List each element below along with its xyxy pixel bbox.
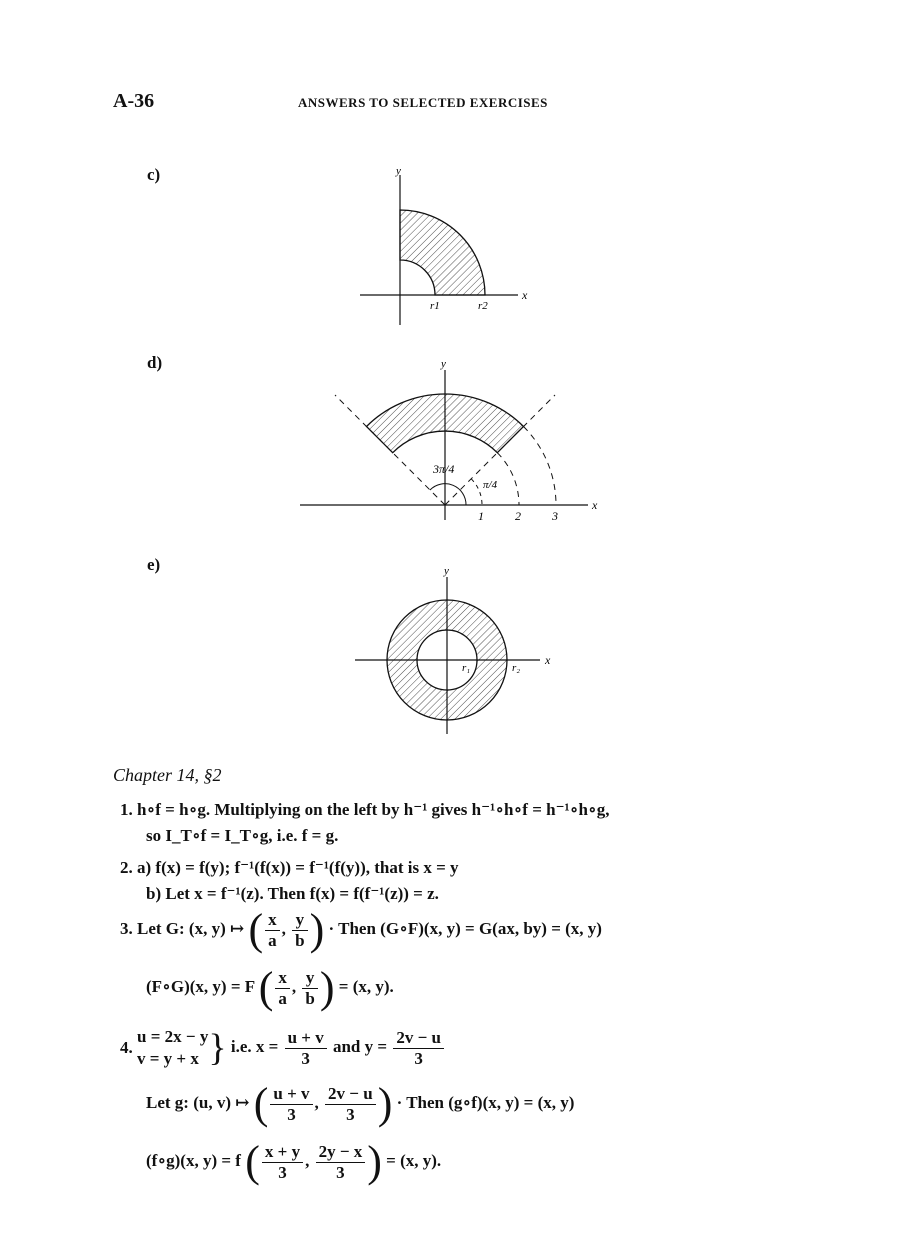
figure-e-label: e) [147,555,161,574]
answer-text: b) Let x = f⁻¹(z). Then f(x) = f(f⁻¹(z)) = z. [146,884,439,903]
answer-number: 2. [120,858,133,877]
answer-3-cont: (F∘G)(x, y) = F ( $\frac{x}{a}$ , $\frac{y}{b}$ ) = (x, y). [146,963,394,1012]
figure-c-label: c) [147,165,161,184]
frac-den: b [305,988,315,1008]
tick-2: 2 [515,509,521,523]
y-axis-label: y [396,165,401,177]
answer-4-let: Let g: (u, v) ↦ ( $\frac{u + v}{3}$ , $\frac{2v - u}{3}$ ) · Then (g∘f)(x, y) = (x, y) [146,1079,575,1128]
figure-e [350,562,570,737]
answer-text: (f∘g)(x, y) = f [146,1150,241,1170]
frac-num: 2v − u [393,1028,444,1049]
running-header: ANSWERS TO SELECTED EXERCISES [298,95,548,110]
x-axis-label: x [592,498,598,512]
quarter-annulus [400,210,485,295]
arc-r2 [497,453,519,505]
tick-1: 1 [478,509,484,523]
frac-num: u + v [285,1028,327,1049]
answer-4-fog: (f∘g)(x, y) = f ( $\frac{x + y}{3}$ , $\frac{2y - x}{3}$ ) = (x, y). [146,1137,442,1186]
frac-num: u + v [270,1084,312,1105]
answer-text: i.e. x = [230,1036,279,1056]
answer-text: = (x, y). [386,1150,442,1170]
answer-number: 1. [120,800,133,819]
r2-label: r₂ [512,662,521,674]
frac-den: 3 [336,1162,345,1182]
answer-2-cont [146,884,439,904]
figure-d-label: d) [147,353,163,372]
frac-num: x [265,910,280,931]
answer-number: 4. [120,1038,133,1057]
tick-3: 3 [552,509,558,523]
frac-den: b [295,930,305,950]
frac-den: a [278,988,287,1008]
equation-system [137,1026,208,1070]
angle-pi4-label: π/4 [483,479,498,491]
x-axis-label: x [522,288,528,302]
arc-r1 [471,479,482,505]
answer-text: Let g: (u, v) ↦ [146,1092,250,1112]
frac-num: y [302,968,317,989]
angle-3pi4-label: 3π/4 [433,462,455,476]
y-axis-label: y [444,565,449,577]
page-number: A-36 [113,90,155,112]
answer-text: (F∘G)(x, y) = F [146,976,255,996]
r2-label: r2 [478,300,488,312]
answer-text: h∘f = h∘g. Multiplying on the left by h⁻¹ gives h⁻¹∘h∘f = h⁻¹∘h∘g, [137,800,610,819]
answer-4: 4. u = 2x − y v = y + x } i.e. x = $\frac{u + v}{3}$ and y = $\frac{2v - u}{3}$ [120,1026,446,1070]
equation: v = y + x [137,1049,199,1068]
y-axis-label: y [441,358,446,370]
answer-number: 3. [120,918,133,938]
answer-text: so I_T∘f = I_T∘g, i.e. f = g. [146,826,339,845]
figure-d [295,355,615,525]
frac-den: 3 [287,1104,296,1124]
frac-num: x [275,968,290,989]
figure-c [350,160,550,330]
frac-num: 2y − x [316,1142,366,1163]
chapter-heading: Chapter 14, §2 [113,765,222,785]
frac-num: 2v − u [325,1084,376,1105]
r1-label: r1 [430,300,440,312]
answer-text: and y = [332,1036,388,1056]
frac-den: 3 [414,1048,423,1068]
answer-3: 3. Let G: (x, y) ↦ ( $\frac{x}{a}$ , $\frac{y}{b}$ ) · Then (G∘F)(x, y) = G(ax, by) = (x, y) [120,905,602,954]
answer-text: · Then (G∘F)(x, y) = G(ax, by) = (x, y) [328,918,602,938]
answer-text: = (x, y). [338,976,394,996]
answer-1 [120,800,610,820]
arc-r3 [524,427,557,506]
frac-den: 3 [278,1162,287,1182]
frac-num: x + y [262,1142,303,1163]
answer-text: a) f(x) = f(y); f⁻¹(f(x)) = f⁻¹(f(y)), that is x = y [137,858,459,877]
answer-2 [120,858,459,878]
answer-text: Let G: (x, y) ↦ [137,918,245,938]
x-axis-label: x [545,653,551,667]
r1-label: r₁ [462,662,471,674]
equation: u = 2x − y [137,1027,209,1046]
answer-1-cont [146,826,338,846]
answer-text: · Then (g∘f)(x, y) = (x, y) [396,1092,575,1112]
frac-den: a [268,930,277,950]
frac-den: 3 [301,1048,310,1068]
frac-num: y [292,910,307,931]
frac-den: 3 [346,1104,355,1124]
